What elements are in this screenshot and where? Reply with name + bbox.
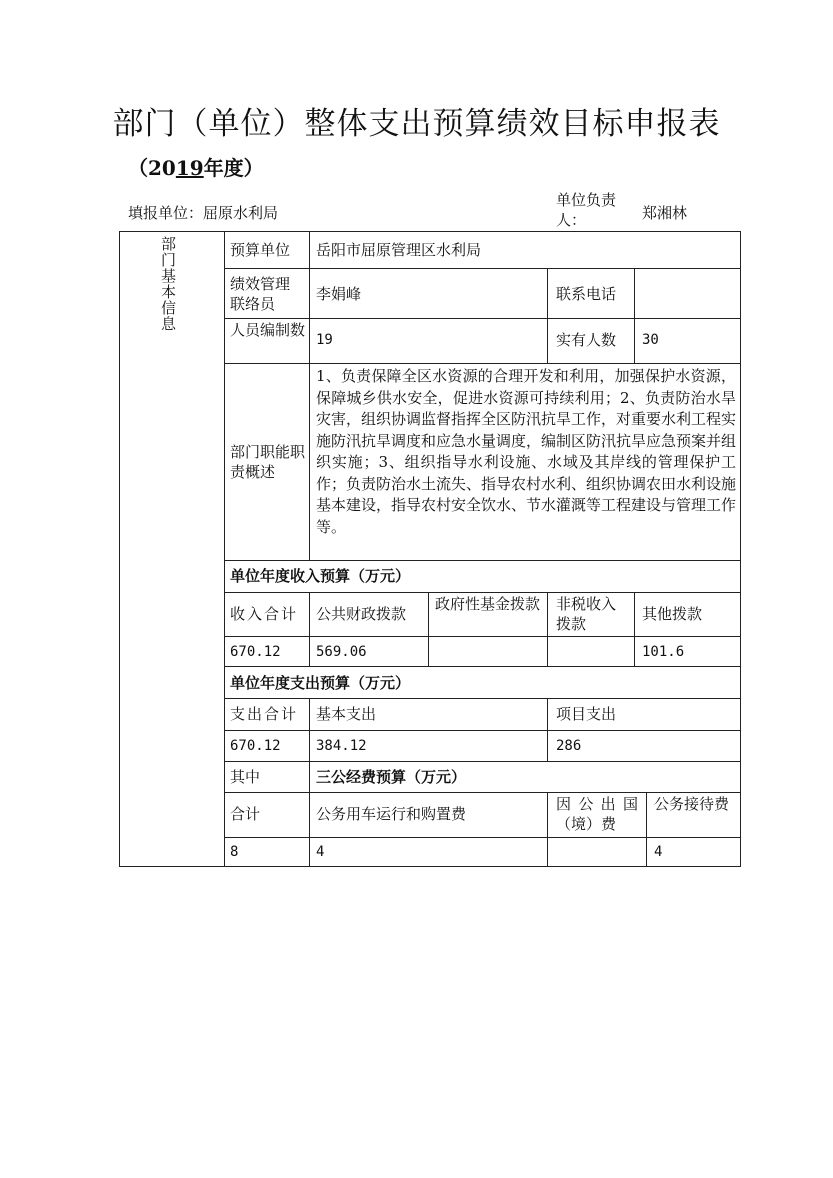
table-rule <box>224 792 741 793</box>
contact-label: 绩效管理联络员 <box>230 275 291 313</box>
table-rule <box>646 792 647 867</box>
table-rule <box>740 231 741 867</box>
year-prefix: （20 <box>128 156 176 180</box>
table-rule <box>119 866 741 867</box>
income-header: 非税收入拨款 <box>556 595 617 633</box>
page-title: 部门（单位）整体支出预算绩效目标申报表 <box>112 106 721 142</box>
responsible-label: 单位负责人： <box>556 191 617 229</box>
table-rule <box>224 592 741 593</box>
three-value: 4 <box>654 844 663 860</box>
staff-value: 19 <box>316 332 333 348</box>
table-rule <box>224 761 741 762</box>
year-suffix: 年度） <box>203 156 264 180</box>
expense-header: 支出合计 <box>230 705 296 723</box>
table-rule <box>224 268 741 269</box>
table-rule <box>309 592 310 667</box>
three-header: 公务接待费 <box>654 795 730 813</box>
actual-value: 30 <box>642 332 659 348</box>
table-rule <box>119 231 120 867</box>
table-rule <box>309 698 310 762</box>
phone-label: 联系电话 <box>556 285 617 303</box>
table-rule <box>547 792 548 867</box>
table-rule <box>547 698 548 762</box>
table-rule <box>224 560 741 561</box>
table-rule <box>309 761 310 867</box>
table-rule <box>224 730 741 731</box>
budget-unit-value: 岳阳市屈原管理区水利局 <box>316 241 482 259</box>
expense-header: 基本支出 <box>316 705 377 723</box>
expense-value: 670.12 <box>230 738 281 754</box>
income-value: 569.06 <box>316 644 367 660</box>
table-rule <box>224 698 741 699</box>
table-rule <box>224 231 225 867</box>
section-label: 部门基本信息 <box>159 236 177 332</box>
income-header: 公共财政拨款 <box>316 605 407 623</box>
duty-label: 部门职能职责概述 <box>230 443 306 481</box>
income-header: 政府性基金拨款 <box>435 595 541 613</box>
actual-label: 实有人数 <box>556 331 617 349</box>
table-rule <box>547 592 548 667</box>
income-heading: 单位年度收入预算（万元） <box>230 567 411 585</box>
year-value: 19 <box>175 156 204 180</box>
expense-value: 384.12 <box>316 738 367 754</box>
year-line <box>128 152 264 181</box>
filler-unit: 填报单位：屈原水利局 <box>128 204 279 222</box>
table-rule <box>224 666 741 667</box>
three-value: 4 <box>316 844 325 860</box>
duty-text: 1、负责保障全区水资源的合理开发和利用，加强保护水资源，保障城乡供水安全，促进水资源可持续利用；2、负责防治水旱灾害，组织协调监督指挥全区防汛抗旱工作，对重要水利工程实施防汛抗旱调度和应急水量调度，编制区防汛抗旱应急预案并组织实施；3、组织指导水利设施、水域及其岸线的管理保护工作；负责防治水土流失、指导农村水利、组织协调农田水利设施基本建设，指导农村安全饮水、节水灌溉等工程建设与管理工作等。 <box>316 367 737 536</box>
three-header: 因公出国（境）费 <box>556 795 638 833</box>
table-rule <box>224 636 741 637</box>
table-rule <box>309 231 310 561</box>
expense-heading: 单位年度支出预算（万元） <box>230 674 411 692</box>
table-rule <box>224 318 741 319</box>
table-rule <box>224 363 741 364</box>
table-rule <box>634 592 635 667</box>
income-header: 收入合计 <box>230 605 296 623</box>
expense-header: 项目支出 <box>556 705 617 723</box>
three-header: 合计 <box>230 805 261 823</box>
staff-label: 人员编制数 <box>230 321 306 339</box>
three-value: 8 <box>230 844 239 860</box>
table-rule <box>547 268 548 364</box>
three-heading: 三公经费预算（万元） <box>316 768 467 786</box>
expense-value: 286 <box>556 738 582 754</box>
table-rule <box>224 837 741 838</box>
income-value: 101.6 <box>642 644 685 660</box>
table-rule <box>428 592 429 667</box>
contact-value: 李娟峰 <box>316 285 362 303</box>
among-label: 其中 <box>230 768 261 786</box>
table-rule <box>119 231 741 232</box>
income-value: 670.12 <box>230 644 281 660</box>
three-header: 公务用车运行和购置费 <box>316 805 467 823</box>
income-header: 其他拨款 <box>642 605 703 623</box>
table-rule <box>634 268 635 364</box>
budget-unit-label: 预算单位 <box>230 241 291 259</box>
responsible-name: 郑湘林 <box>642 204 688 222</box>
